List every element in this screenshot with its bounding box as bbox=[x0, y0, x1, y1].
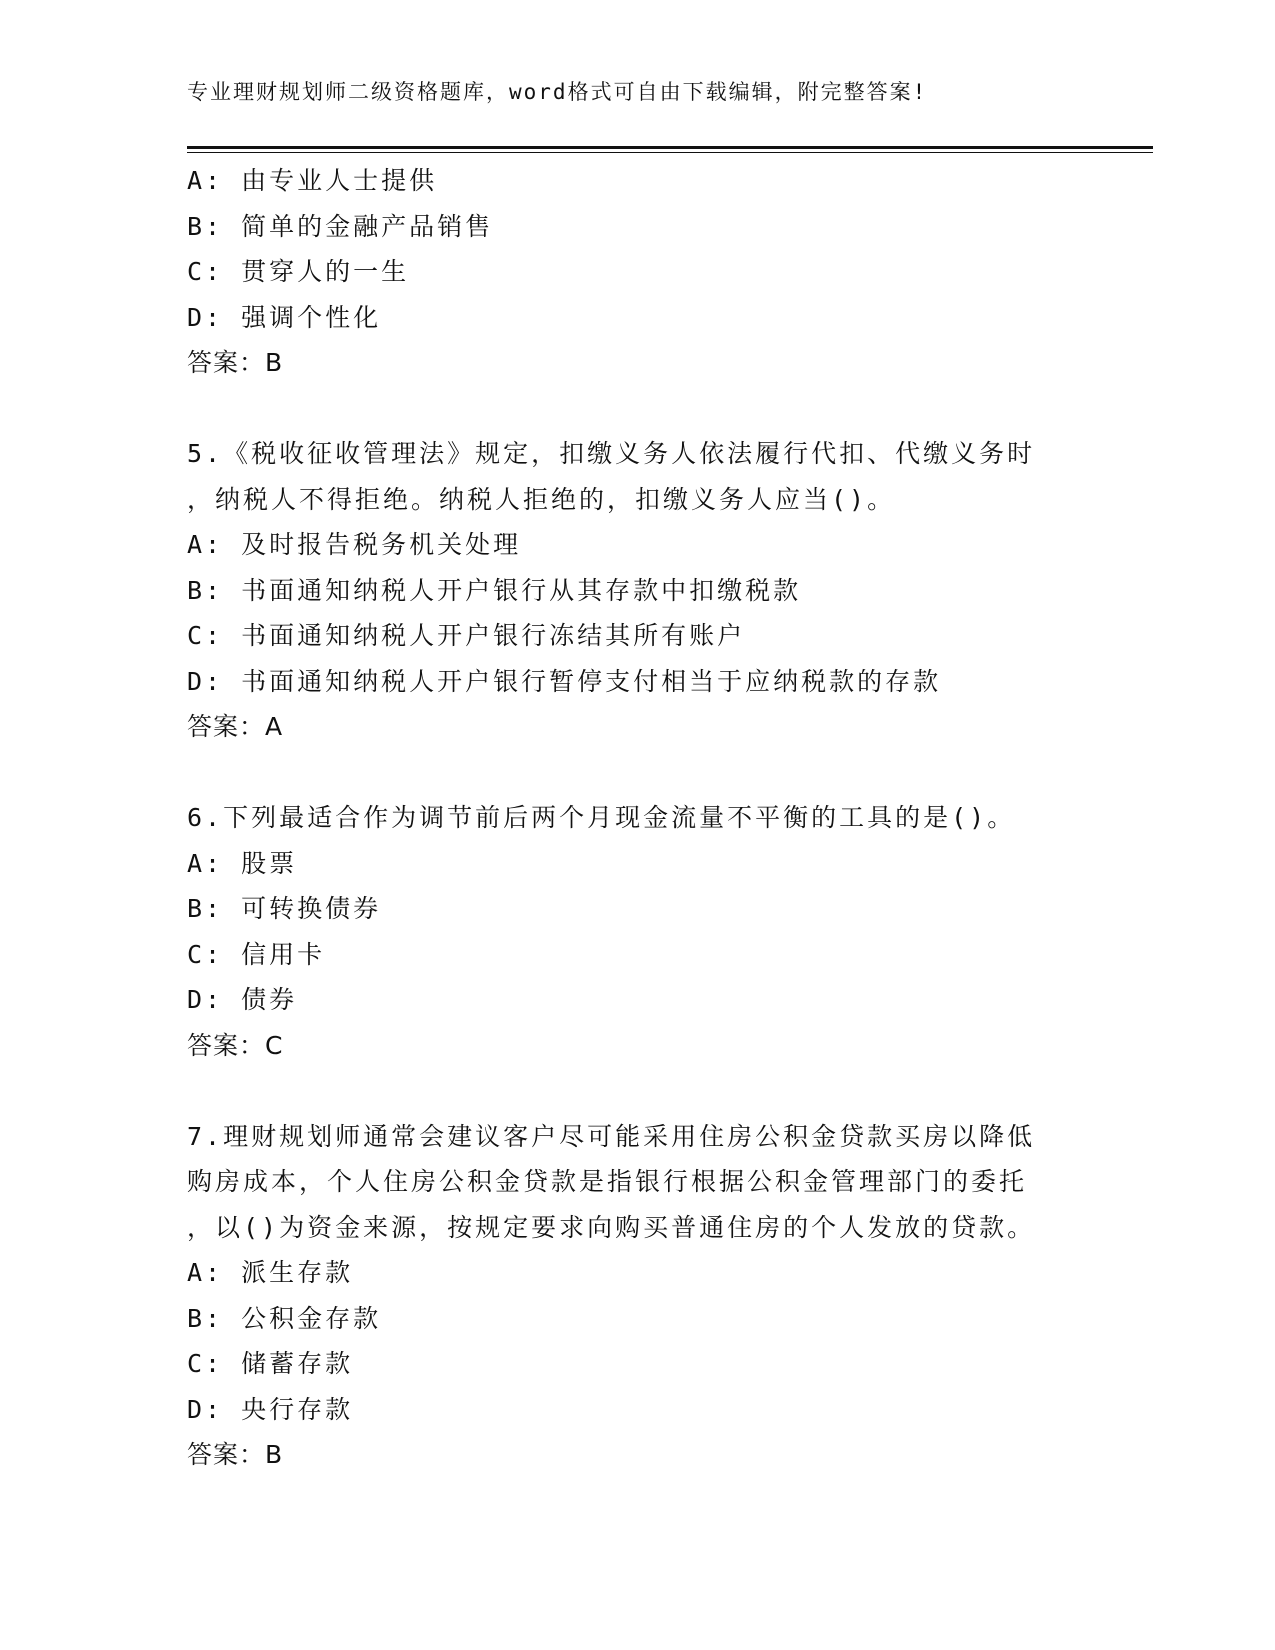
page-header-title: 专业理财规划师二级资格题库，word格式可自由下载编辑，附完整答案! bbox=[187, 80, 928, 104]
answer-option: A: 由专业人士提供 bbox=[187, 166, 438, 195]
answer-option: B: 简单的金融产品销售 bbox=[187, 211, 494, 241]
answer-option: D: 强调个性化 bbox=[187, 302, 382, 332]
header-rule-thin bbox=[187, 152, 1153, 153]
answer-option: D: 央行存款 bbox=[187, 1394, 354, 1424]
answer-key: 答案：B bbox=[187, 1440, 284, 1469]
question-stem-line: ，纳税人不得拒绝。纳税人拒绝的，扣缴义务人应当()。 bbox=[187, 484, 896, 514]
answer-option: C: 信用卡 bbox=[187, 939, 326, 969]
answer-option: A: 股票 bbox=[187, 848, 298, 878]
answer-key: 答案：A bbox=[187, 712, 284, 741]
answer-key: 答案：B bbox=[187, 348, 284, 377]
question-block bbox=[187, 431, 1087, 750]
answer-option: A: 派生存款 bbox=[187, 1258, 354, 1287]
question-stem-line: 6.下列最适合作为调节前后两个月现金流量不平衡的工具的是()。 bbox=[187, 803, 1016, 832]
header-rule-thick bbox=[187, 146, 1153, 149]
question-stem-line: ，以()为资金来源，按规定要求向购买普通住房的个人发放的贷款。 bbox=[187, 1212, 1036, 1242]
question-stem-line: 5.《税收征收管理法》规定，扣缴义务人依法履行代扣、代缴义务时 bbox=[187, 439, 1036, 468]
answer-option: C: 贯穿人的一生 bbox=[187, 257, 410, 286]
question-stem-line: 购房成本，个人住房公积金贷款是指银行根据公积金管理部门的委托 bbox=[187, 1167, 1028, 1196]
question-block bbox=[187, 795, 1087, 1068]
answer-key: 答案：C bbox=[187, 1030, 284, 1060]
answer-option: B: 公积金存款 bbox=[187, 1303, 382, 1333]
answer-option: C: 储蓄存款 bbox=[187, 1349, 354, 1378]
answer-option: B: 书面通知纳税人开户银行从其存款中扣缴税款 bbox=[187, 575, 802, 605]
question-block bbox=[187, 1114, 1087, 1478]
answer-option: D: 书面通知纳税人开户银行暂停支付相当于应纳税款的存款 bbox=[187, 666, 942, 696]
question-list bbox=[187, 158, 1087, 1478]
answer-option: A: 及时报告税务机关处理 bbox=[187, 530, 522, 559]
question-stem-line: 7.理财规划师通常会建议客户尽可能采用住房公积金贷款买房以降低 bbox=[187, 1121, 1036, 1151]
answer-option: D: 债券 bbox=[187, 985, 298, 1014]
answer-option: B: 可转换债券 bbox=[187, 894, 382, 923]
answer-option: C: 书面通知纳税人开户银行冻结其所有账户 bbox=[187, 621, 746, 650]
question-block bbox=[187, 158, 1087, 386]
